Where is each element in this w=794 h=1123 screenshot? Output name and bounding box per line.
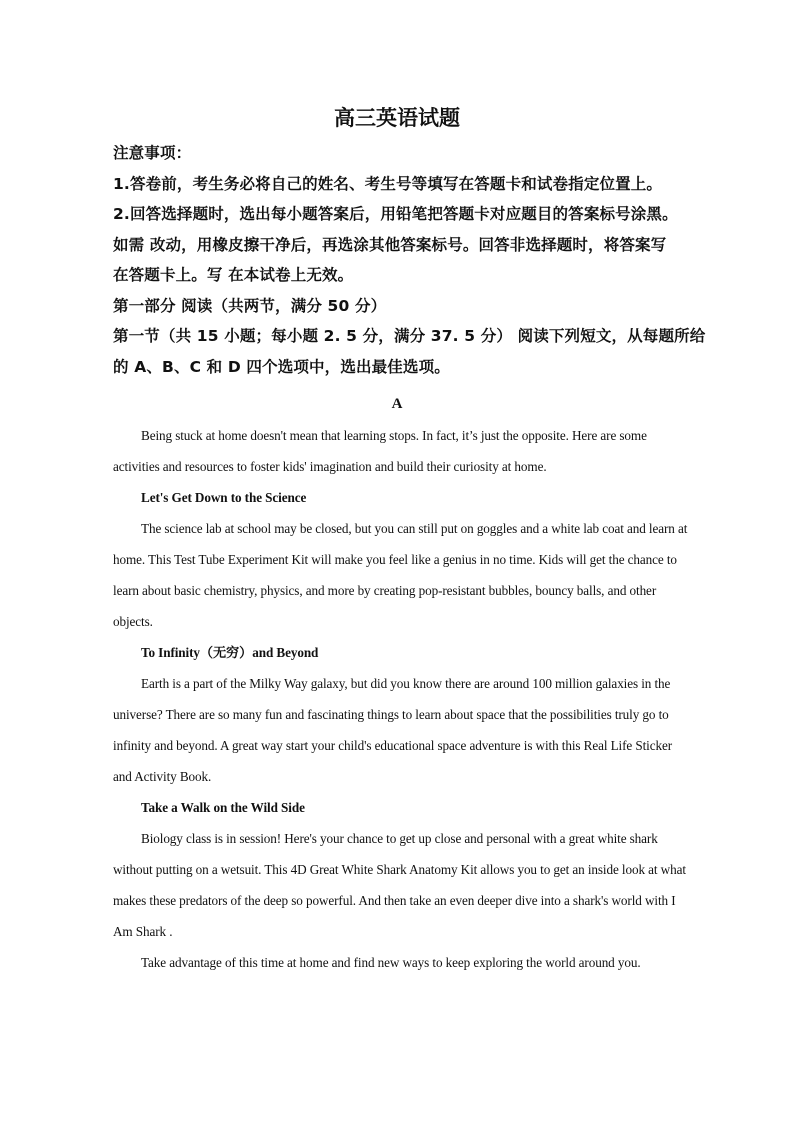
- notice-item-1: 1.答卷前，考生务必将自己的姓名、考生号等填写在答题卡和试卷指定位置上。: [113, 174, 663, 193]
- passage-body: [113, 420, 693, 978]
- notice-heading: 注意事项：: [113, 144, 192, 162]
- heading-wild-side: Take a Walk on the Wild Side: [141, 800, 305, 815]
- heading-science: Let's Get Down to the Science: [141, 490, 307, 505]
- infinity-paragraph: Earth is a part of the Milky Way galaxy, but did you know there are around 100 million galaxies in the universe? There are so many fun and fascinating things to learn about space that the possibilities truly go to infinity and beyond. A great way start your child's educational space adventure is with this Real Life Sticker and Activity Book.: [113, 676, 673, 784]
- closing-paragraph: Take advantage of this time at home and find new ways to keep exploring the world around you.: [141, 955, 641, 970]
- heading-infinity: To Infinity（无穷）and Beyond: [141, 645, 319, 660]
- wild-side-paragraph: Biology class is in session! Here's your chance to get up close and personal with a great white shark without putting on a wetsuit. This 4D Great White Shark Anatomy Kit allows you to get an inside look at what makes these predators of the deep so powerful. And then take an even deeper dive into a shark's world with I Am Shark .: [113, 831, 686, 939]
- section-one-line-1: 第一节（共 15 小题；每小题 2. 5 分，满分 37. 5 分） 阅读下列短文，从每题所给: [113, 327, 706, 345]
- passage-letter: A: [391, 396, 403, 412]
- science-paragraph: The science lab at school may be closed, but you can still put on goggles and a white lab coat and learn at home. This Test Tube Experiment Kit will make you feel like a genius in no time. Kids will get the chance to learn about basic chemistry, physics, and more by creating pop-resistant bubbles, bouncy balls, and other objects.: [113, 521, 688, 629]
- intro-paragraph: Being stuck at home doesn't mean that learning stops. In fact, it’s just the opposite. Here are some activities and resources to foster kids' imagination and build their curiosity at home.: [113, 428, 647, 474]
- page-title: 高三英语试题: [334, 105, 460, 130]
- notice-item-2-line-1: 2.回答选择题时，选出每小题答案后，用铅笔把答题卡对应题目的答案标号涂黑。: [113, 205, 678, 223]
- notice-item-2-line-2: 如需 改动，用橡皮擦干净后，再选涂其他答案标号。回答非选择题时，将答案写: [113, 235, 667, 254]
- instructions: [113, 138, 706, 382]
- part-one-heading: 第一部分 阅读（共两节，满分 50 分）: [113, 296, 387, 315]
- section-one-line-2: 的 A、B、C 和 D 四个选项中，选出最佳选项。: [113, 357, 450, 376]
- notice-item-2-line-3: 在答题卡上。写 在本试卷上无效。: [113, 266, 354, 284]
